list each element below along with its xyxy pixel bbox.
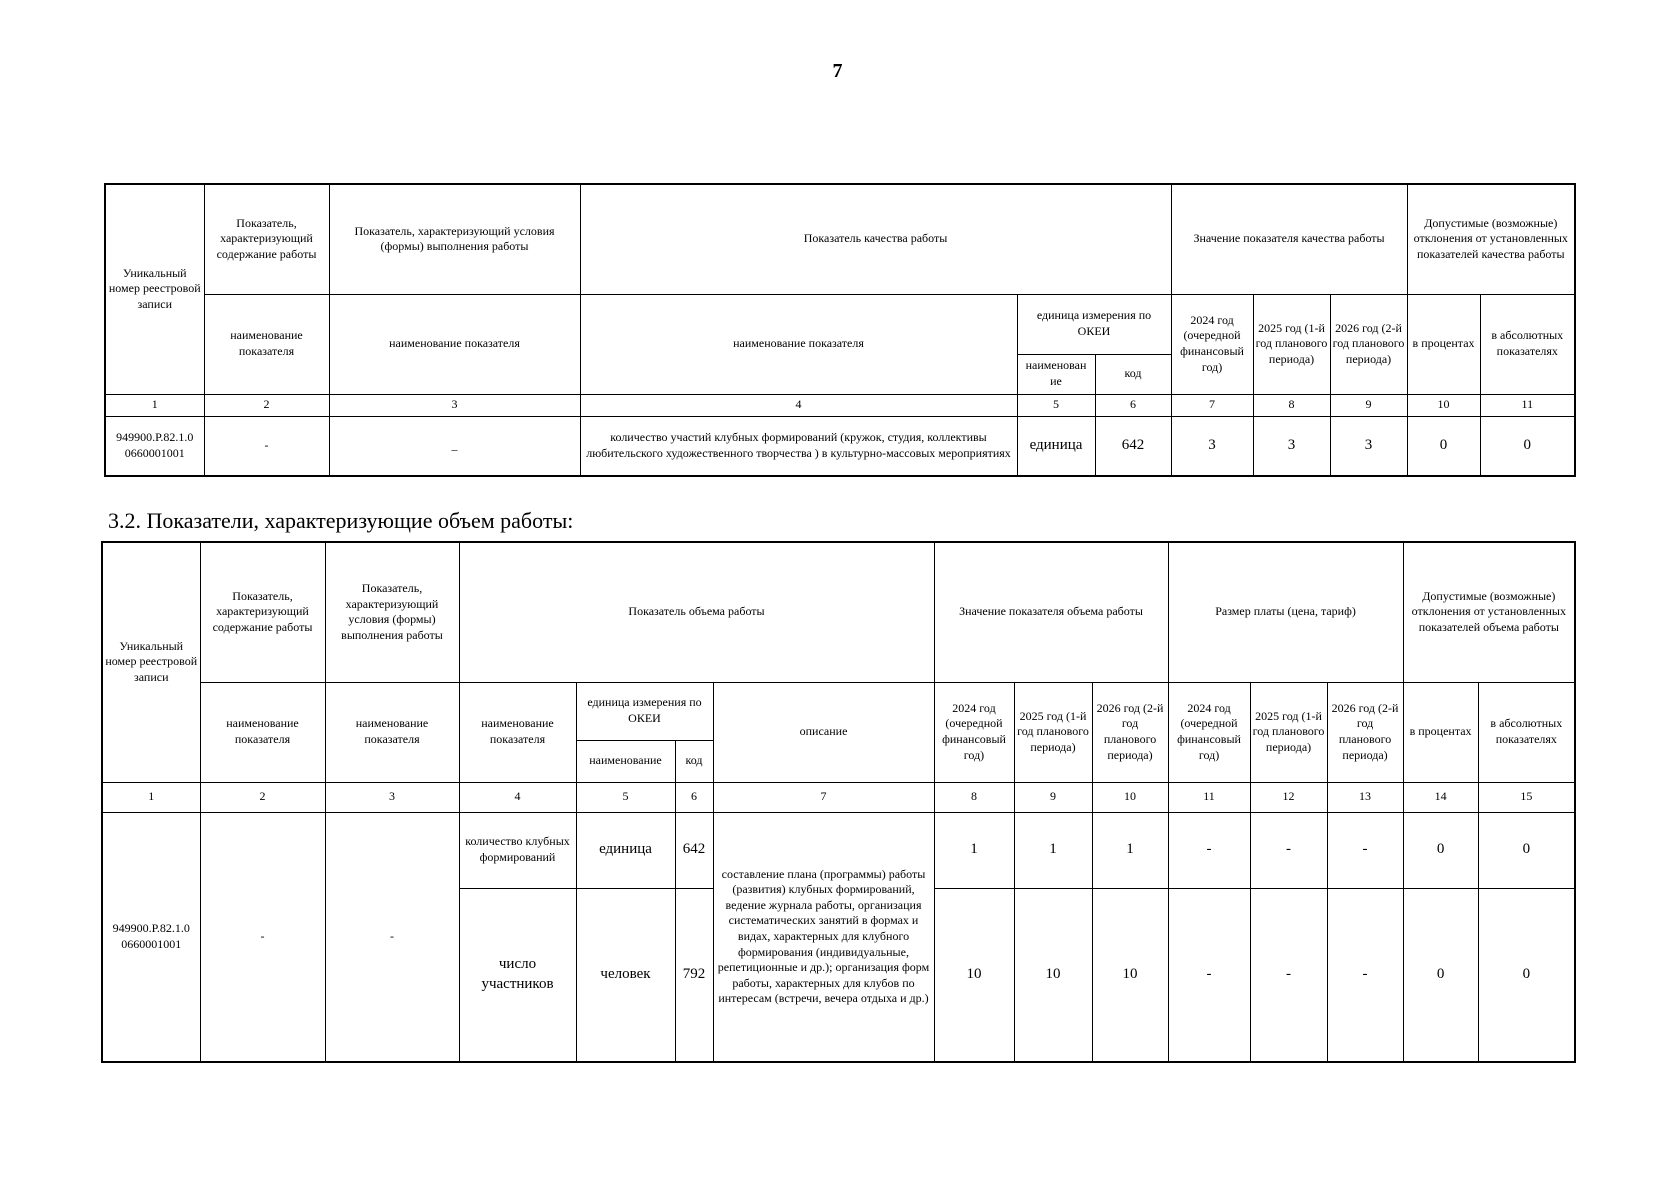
section-title: 3.2. Показатели, характеризующие объем работы: <box>108 508 574 533</box>
payment-2025: - <box>1250 888 1327 1062</box>
column-number: 6 <box>1095 394 1171 416</box>
column-number: 1 <box>105 394 204 416</box>
header-deviations: Допустимые (возможные) отклонения от установленных показателей объема работы <box>1403 542 1575 682</box>
header-unit-code: код <box>675 740 713 782</box>
column-number: 14 <box>1403 782 1478 812</box>
unit-code: 642 <box>1095 416 1171 476</box>
header-conditions-indicator: Показатель, характеризующий условия (формы) выполнения работы <box>329 184 580 294</box>
content-value: - <box>200 812 325 1062</box>
unit-name: единица <box>576 812 675 888</box>
header-percent: в процентах <box>1403 682 1478 782</box>
column-number: 9 <box>1330 394 1407 416</box>
value-2024: 3 <box>1171 416 1253 476</box>
column-number: 15 <box>1478 782 1575 812</box>
indicator-name: количество клубных формирований <box>459 812 576 888</box>
value-2026: 10 <box>1092 888 1168 1062</box>
deviation-percent: 0 <box>1403 888 1478 1062</box>
header-content-indicator: Показатель, характеризующий содержание работы <box>204 184 329 294</box>
deviation-percent: 0 <box>1403 812 1478 888</box>
column-number: 8 <box>934 782 1014 812</box>
header-indicator-name: наименование показателя <box>200 682 325 782</box>
header-deviations: Допустимые (возможные) отклонения от установленных показателей качества работы <box>1407 184 1575 294</box>
column-number: 1 <box>102 782 200 812</box>
header-absolute: в абсолютных показателях <box>1478 682 1575 782</box>
column-number: 8 <box>1253 394 1330 416</box>
conditions-value: - <box>325 812 459 1062</box>
header-year-2024: 2024 год (очередной финансовый год) <box>934 682 1014 782</box>
header-year-2024: 2024 год (очередной финансовый год) <box>1171 294 1253 394</box>
header-year-2026: 2026 год (2-й год планового периода) <box>1330 294 1407 394</box>
table-row <box>105 416 1575 476</box>
column-number: 7 <box>713 782 934 812</box>
column-number: 4 <box>580 394 1017 416</box>
header-year-2026: 2026 год (2-й год планового периода) <box>1092 682 1168 782</box>
header-pay-2024: 2024 год (очередной финансовый год) <box>1168 682 1250 782</box>
deviation-percent: 0 <box>1407 416 1480 476</box>
content-value: - <box>204 416 329 476</box>
unit-name: человек <box>576 888 675 1062</box>
quality-indicators-table <box>104 183 1576 477</box>
header-quality-indicator: Показатель качества работы <box>580 184 1171 294</box>
column-number: 10 <box>1407 394 1480 416</box>
payment-2024: - <box>1168 812 1250 888</box>
work-description: составление плана (программы) работы (развития) клубных формирований, ведение журнала работы, организация систематических занятий в формах и видах, характерных для клубного формирования (индивидуальные, репетиционные и др.); организация форм работы, характерных для клубов по интересам (встречи, вечера отдыха и др.) <box>713 812 934 1062</box>
header-indicator-name: наименование показателя <box>325 682 459 782</box>
header-unit-name: наименование <box>576 740 675 782</box>
indicator-name: число участников <box>459 888 576 1062</box>
header-indicator-name: наименование показателя <box>204 294 329 394</box>
value-2026: 3 <box>1330 416 1407 476</box>
value-2025: 1 <box>1014 812 1092 888</box>
payment-2026: - <box>1327 812 1403 888</box>
registry-code: 949900.Р.82.1.0 0660001001 <box>102 812 200 1062</box>
column-number: 11 <box>1480 394 1575 416</box>
header-unit-okei: единица измерения по ОКЕИ <box>576 682 713 740</box>
column-number: 5 <box>1017 394 1095 416</box>
deviation-absolute: 0 <box>1478 888 1575 1062</box>
header-payment: Размер платы (цена, тариф) <box>1168 542 1403 682</box>
header-year-2025: 2025 год (1-й год планового периода) <box>1253 294 1330 394</box>
deviation-absolute: 0 <box>1480 416 1575 476</box>
header-indicator-name: наименование показателя <box>580 294 1017 394</box>
header-volume-value: Значение показателя объема работы <box>934 542 1168 682</box>
unit-name: единица <box>1017 416 1095 476</box>
column-number: 2 <box>204 394 329 416</box>
column-number: 13 <box>1327 782 1403 812</box>
value-2024: 10 <box>934 888 1014 1062</box>
conditions-value: _ <box>329 416 580 476</box>
column-number: 10 <box>1092 782 1168 812</box>
header-conditions-indicator: Показатель, характеризующий условия (формы) выполнения работы <box>325 542 459 682</box>
column-number: 5 <box>576 782 675 812</box>
unit-code: 792 <box>675 888 713 1062</box>
header-absolute: в абсолютных показателях <box>1480 294 1575 394</box>
header-content-indicator: Показатель, характеризующий содержание работы <box>200 542 325 682</box>
column-number: 3 <box>329 394 580 416</box>
payment-2024: - <box>1168 888 1250 1062</box>
unit-code: 642 <box>675 812 713 888</box>
header-quality-value: Значение показателя качества работы <box>1171 184 1407 294</box>
payment-2026: - <box>1327 888 1403 1062</box>
column-number: 9 <box>1014 782 1092 812</box>
header-unit-okei: единица измерения по ОКЕИ <box>1017 294 1171 354</box>
column-number: 6 <box>675 782 713 812</box>
header-unique-number: Уникальный номер реестровой записи <box>102 542 200 782</box>
table-row <box>102 812 1575 888</box>
payment-2025: - <box>1250 812 1327 888</box>
value-2024: 1 <box>934 812 1014 888</box>
value-2025: 10 <box>1014 888 1092 1062</box>
value-2025: 3 <box>1253 416 1330 476</box>
header-indicator-name: наименование показателя <box>329 294 580 394</box>
volume-indicators-table <box>101 541 1576 1063</box>
header-indicator-name: наименование показателя <box>459 682 576 782</box>
registry-code: 949900.Р.82.1.0 0660001001 <box>105 416 204 476</box>
header-unique-number: Уникальный номер реестровой записи <box>105 184 204 394</box>
column-number: 3 <box>325 782 459 812</box>
indicator-name: количество участий клубных формирований (кружок, студия, коллективы любительского художественного творчества ) в культурно-массовых мероприятиях <box>580 416 1017 476</box>
header-volume-indicator: Показатель объема работы <box>459 542 934 682</box>
header-pay-2026: 2026 год (2-й год планового периода) <box>1327 682 1403 782</box>
column-number: 4 <box>459 782 576 812</box>
header-unit-name: наименован ие <box>1017 354 1095 394</box>
header-year-2025: 2025 год (1-й год планового периода) <box>1014 682 1092 782</box>
deviation-absolute: 0 <box>1478 812 1575 888</box>
value-2026: 1 <box>1092 812 1168 888</box>
header-unit-code: код <box>1095 354 1171 394</box>
header-pay-2025: 2025 год (1-й год планового периода) <box>1250 682 1327 782</box>
page-number: 7 <box>832 60 843 82</box>
header-description: описание <box>713 682 934 782</box>
header-percent: в процентах <box>1407 294 1480 394</box>
column-number: 11 <box>1168 782 1250 812</box>
column-number: 2 <box>200 782 325 812</box>
column-number: 7 <box>1171 394 1253 416</box>
column-number: 12 <box>1250 782 1327 812</box>
